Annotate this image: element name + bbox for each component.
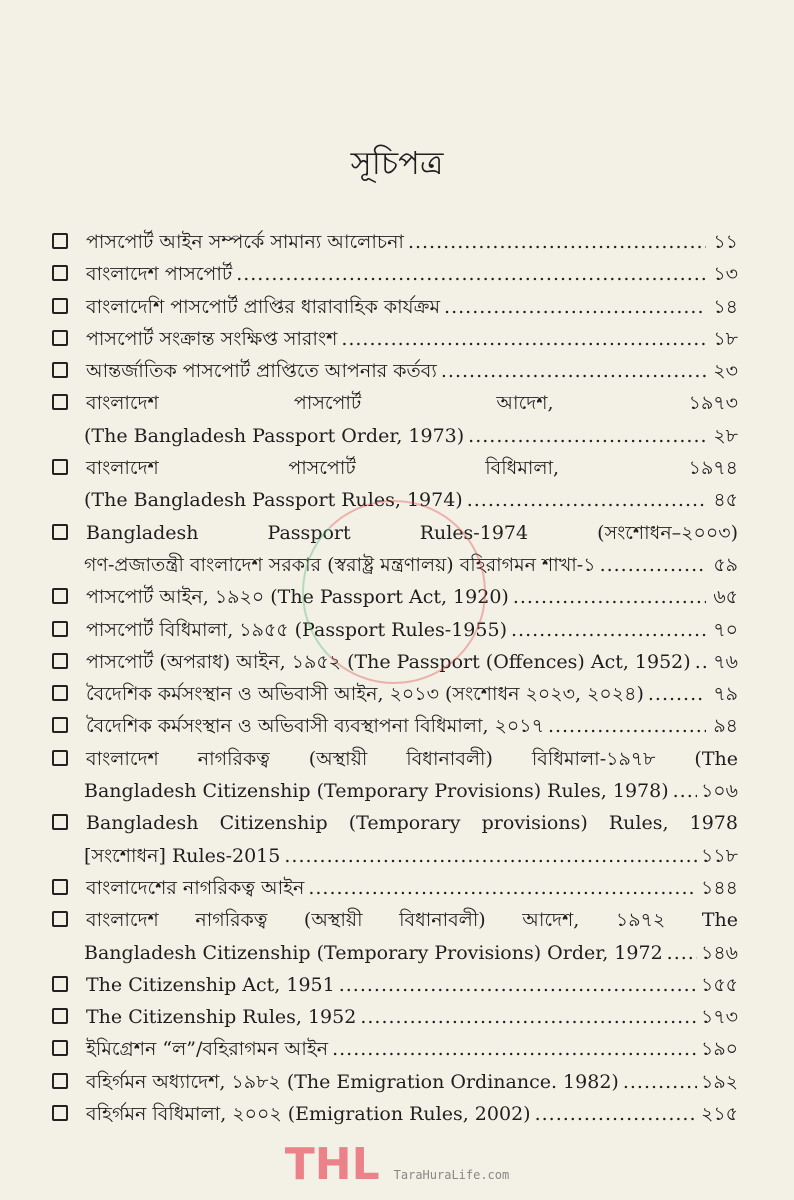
- checkbox-bullet-icon: [52, 911, 68, 927]
- toc-entry[interactable]: [52, 1066, 738, 1098]
- page-number: ১৯০: [700, 1038, 738, 1061]
- watermark: [0, 1140, 794, 1190]
- dot-leader: [600, 549, 706, 581]
- page-title: সূচিপত্র: [350, 144, 444, 182]
- toc-line: [52, 484, 738, 516]
- page-number: ১৩: [713, 263, 738, 286]
- page-number: ৯৪: [713, 715, 738, 738]
- toc-entry[interactable]: [52, 678, 738, 710]
- dot-leader: [339, 969, 697, 1001]
- checkbox-bullet-icon: [52, 588, 68, 604]
- toc-line: [52, 452, 738, 484]
- toc-entry-title: (The Bangladesh Passport Rules, 1974): [84, 489, 463, 512]
- toc-line: [52, 904, 738, 936]
- page-number: ১০৬: [700, 780, 738, 803]
- dot-leader: [332, 1033, 697, 1065]
- toc-entry[interactable]: [52, 646, 738, 678]
- toc-entry-title: গণ-প্রজাতন্ত্রী বাংলাদেশ সরকার (স্বরাষ্ট্র মন্ত্রণালয়) বহিরাগমন শাখা-১: [84, 553, 596, 576]
- toc-entry-title: পাসপোর্ট আইন, ১৯২০ (The Passport Act, 1920): [86, 586, 509, 609]
- toc-entry[interactable]: [52, 1098, 738, 1130]
- toc-entry-title: বৈদেশিক কর্মসংস্থান ও অভিবাসী আইন, ২০১৩ (সংশোধন ২০২৩, ২০২৪): [86, 683, 644, 706]
- page-number: ২৮: [713, 424, 738, 447]
- toc-entry-title: Bangladesh Passport Rules-1974 (সংশোধন–২০০৩): [86, 521, 738, 544]
- toc-entry[interactable]: [52, 1001, 738, 1033]
- toc-entry[interactable]: [52, 807, 738, 872]
- toc-entry[interactable]: [52, 969, 738, 1001]
- page-number: ১১: [713, 231, 738, 253]
- toc-line: [52, 1066, 738, 1098]
- toc-line: [52, 1098, 738, 1130]
- dot-leader: [284, 840, 697, 872]
- toc-line: [52, 969, 738, 1001]
- toc-line: [52, 387, 738, 419]
- checkbox-bullet-icon: [52, 621, 68, 637]
- checkbox-bullet-icon: [52, 1040, 68, 1056]
- checkbox-bullet-icon: [52, 1105, 68, 1121]
- toc-line: [52, 840, 738, 872]
- dot-leader: [236, 258, 706, 290]
- toc-line: [52, 807, 738, 839]
- dot-leader: [623, 1066, 697, 1098]
- toc-entry-title: ইমিগ্রেশন “ল”/বহিরাগমন আইন: [86, 1038, 329, 1061]
- watermark-logo: THL: [284, 1139, 380, 1190]
- page-number: ৪৫: [713, 489, 738, 512]
- checkbox-bullet-icon: [52, 814, 68, 830]
- toc-entry[interactable]: [52, 1033, 738, 1065]
- toc-entry[interactable]: [52, 710, 738, 742]
- table-of-contents: [52, 226, 738, 1130]
- toc-entry-title: বাংলাদেশের নাগরিকত্ব আইন: [86, 876, 305, 899]
- checkbox-bullet-icon: [52, 750, 68, 766]
- toc-entry-title: The Citizenship Rules, 1952: [86, 1006, 357, 1029]
- toc-line: [52, 872, 738, 904]
- toc-line: [52, 258, 738, 290]
- dot-leader: [467, 484, 706, 516]
- dot-leader: [548, 710, 706, 742]
- toc-line: [52, 743, 738, 775]
- dot-leader: [408, 226, 706, 258]
- checkbox-bullet-icon: [52, 879, 68, 895]
- toc-entry-title: বৈদেশিক কর্মসংস্থান ও অভিবাসী ব্যবস্থাপনা বিধিমালা, ২০১৭: [86, 715, 544, 738]
- toc-line: [52, 355, 738, 387]
- page-number: ১৪: [713, 295, 738, 318]
- dot-leader: [511, 614, 706, 646]
- toc-entry-title: Bangladesh Citizenship (Temporary Provisions) Rules, 1978): [84, 780, 669, 803]
- toc-entry-title: বাংলাদেশ নাগরিকত্ব (অস্থায়ী বিধানাবলী) আদেশ, ১৯৭২ The: [86, 909, 738, 932]
- toc-line: [52, 937, 738, 969]
- toc-entry[interactable]: [52, 452, 738, 517]
- toc-line: [52, 291, 738, 323]
- dot-leader: [535, 1098, 697, 1130]
- dot-leader: [308, 872, 697, 904]
- toc-line: [52, 775, 738, 807]
- toc-line: [52, 1033, 738, 1065]
- toc-line: [52, 420, 738, 452]
- page-number: ১৪৬: [700, 941, 738, 964]
- toc-entry[interactable]: [52, 355, 738, 387]
- checkbox-bullet-icon: [52, 362, 68, 378]
- toc-entry[interactable]: [52, 581, 738, 613]
- toc-entry-title: (The Bangladesh Passport Order, 1973): [84, 424, 465, 447]
- toc-entry-title: The Citizenship Act, 1951: [86, 973, 335, 996]
- watermark-site: TaraHuraLife.com: [393, 1168, 510, 1182]
- page-number: ৭৯: [713, 683, 738, 706]
- toc-entry[interactable]: [52, 323, 738, 355]
- toc-entry-title: আন্তর্জাতিক পাসপোর্ট প্রাপ্তিতে আপনার কর্তব্য: [86, 360, 437, 383]
- checkbox-bullet-icon: [52, 524, 68, 540]
- toc-line: [52, 710, 738, 742]
- page-number: ১১৮: [701, 844, 738, 867]
- toc-line: [52, 646, 738, 678]
- toc-entry-title: বাংলাদেশ পাসপোর্ট বিধিমালা, ১৯৭৪: [86, 457, 738, 480]
- toc-line: [52, 549, 738, 581]
- toc-entry-title: বহির্গমন বিধিমালা, ২০০২ (Emigration Rules, 2002): [86, 1103, 531, 1126]
- toc-entry[interactable]: [52, 258, 738, 290]
- page-number: ৭০: [713, 618, 738, 641]
- toc-entry[interactable]: [52, 226, 738, 258]
- toc-entry[interactable]: [52, 517, 738, 582]
- toc-line: [52, 517, 738, 549]
- toc-line: [52, 1001, 738, 1033]
- toc-entry-title: বাংলাদেশ পাসপোর্ট আদেশ, ১৯৭৩: [86, 392, 738, 415]
- toc-entry[interactable]: [52, 614, 738, 646]
- checkbox-bullet-icon: [52, 394, 68, 410]
- toc-entry-title: পাসপোর্ট আইন সম্পর্কে সামান্য আলোচনা: [86, 231, 404, 253]
- toc-entry[interactable]: [52, 904, 738, 969]
- page-number: ১৮: [713, 327, 738, 350]
- page-number: ১৫৫: [701, 973, 738, 996]
- toc-entry[interactable]: [52, 872, 738, 904]
- dot-leader: [468, 420, 706, 452]
- toc-line: [52, 323, 738, 355]
- toc-entry-title: Bangladesh Citizenship (Temporary Provisions) Order, 1972: [84, 941, 663, 964]
- dot-leader: [667, 937, 697, 969]
- page-number: ১৭৩: [700, 1006, 738, 1029]
- toc-line: [52, 581, 738, 613]
- checkbox-bullet-icon: [52, 459, 68, 475]
- page-number: ৫৯: [713, 553, 738, 576]
- page-number: ৭৬: [713, 650, 738, 673]
- page-number: ৬৫: [713, 586, 738, 609]
- toc-entry-title: [সংশোধন] Rules-2015: [84, 844, 281, 867]
- checkbox-bullet-icon: [52, 1008, 68, 1024]
- checkbox-bullet-icon: [52, 298, 68, 314]
- dot-leader: [695, 646, 706, 678]
- toc-entry[interactable]: [52, 743, 738, 808]
- toc-line: [52, 226, 738, 258]
- dot-leader: [513, 581, 706, 613]
- checkbox-bullet-icon: [52, 330, 68, 346]
- page-number: ২১৫: [700, 1103, 738, 1126]
- checkbox-bullet-icon: [52, 1073, 68, 1089]
- checkbox-bullet-icon: [52, 717, 68, 733]
- dot-leader: [648, 678, 706, 710]
- page-number: ১৪৪: [701, 876, 738, 899]
- checkbox-bullet-icon: [52, 233, 68, 249]
- dot-leader: [673, 775, 697, 807]
- toc-line: [52, 614, 738, 646]
- toc-entry-title: বহির্গমন অধ্যাদেশ, ১৯৮২ (The Emigration Ordinance. 1982): [86, 1070, 619, 1093]
- dot-leader: [341, 323, 706, 355]
- toc-entry-title: পাসপোর্ট সংক্রান্ত সংক্ষিপ্ত সারাংশ: [86, 327, 338, 350]
- toc-entry-title: বাংলাদেশ নাগরিকত্ব (অস্থায়ী বিধানাবলী) বিধিমালা-১৯৭৮ (The: [86, 747, 738, 770]
- checkbox-bullet-icon: [52, 653, 68, 669]
- toc-entry-title: Bangladesh Citizenship (Temporary provisions) Rules, 1978: [86, 812, 738, 835]
- toc-entry-title: পাসপোর্ট (অপরাধ) আইন, ১৯৫২ (The Passport (Offences) Act, 1952): [86, 650, 691, 673]
- checkbox-bullet-icon: [52, 976, 68, 992]
- toc-entry-title: পাসপোর্ট বিধিমালা, ১৯৫৫ (Passport Rules-1955): [86, 618, 507, 641]
- checkbox-bullet-icon: [52, 685, 68, 701]
- toc-entry-title: বাংলাদেশি পাসপোর্ট প্রাপ্তির ধারাবাহিক কার্যক্রম: [86, 295, 441, 318]
- page-number: ১৯২: [700, 1070, 738, 1093]
- toc-entry-title: বাংলাদেশ পাসপোর্ট: [86, 263, 233, 286]
- toc-line: [52, 678, 738, 710]
- dot-leader: [360, 1001, 697, 1033]
- dot-leader: [441, 355, 706, 387]
- checkbox-bullet-icon: [52, 265, 68, 281]
- toc-entry[interactable]: [52, 387, 738, 452]
- dot-leader: [444, 291, 706, 323]
- page-number: ২৩: [713, 360, 738, 383]
- toc-entry[interactable]: [52, 291, 738, 323]
